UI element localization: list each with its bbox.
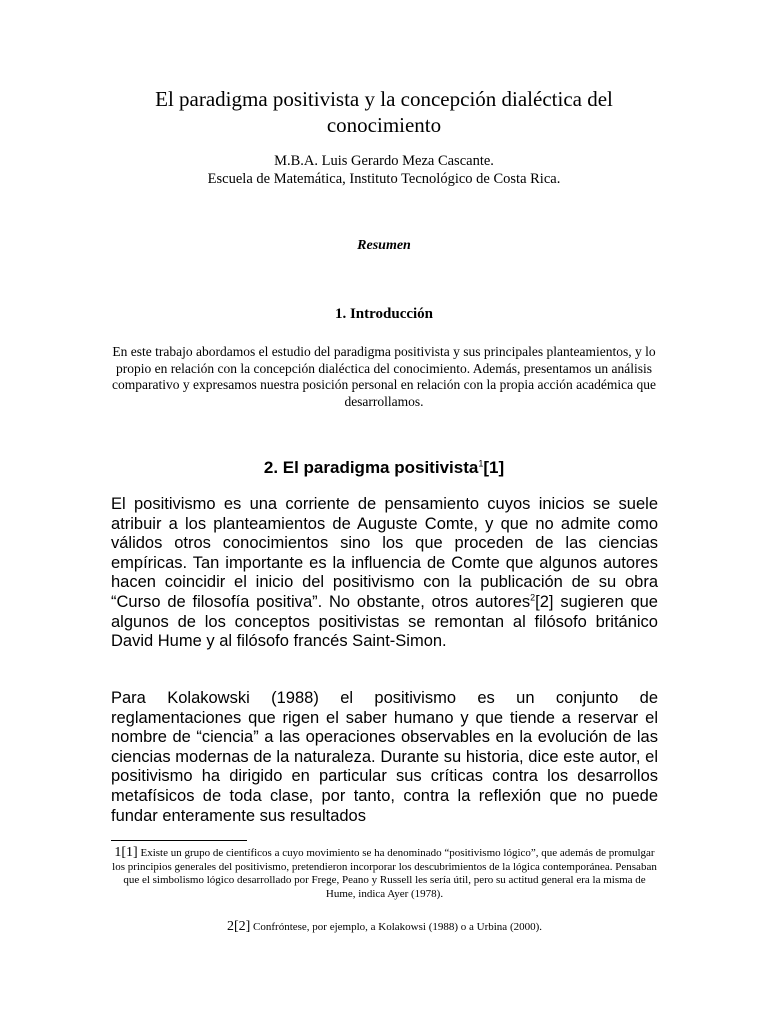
intro-heading: 1. Introducción: [334, 306, 434, 322]
section2-heading-text: 2. El paradigma positivista: [263, 458, 479, 477]
footnote-2: [111, 920, 658, 934]
footnote-1-text: Existe un grupo de científicos a cuyo movimiento se ha denominado “positivismo lógico”, que además de promulgar los principios generales del positivismo, pretendieron incorporar los descubrimientos de la lógica contemporánea. Pensaban que el simbolismo lógico desarrollado por Frege, Peano y Russell les sería útil, pero su actitud general era la misma de Hume, indica Ayer (1978).: [112, 847, 657, 900]
footnote-2-text: Confróntese, por ejemplo, a Kolakowsi (1988) o a Urbina (2000).: [250, 921, 543, 933]
footnote-1-ref[interactable]: [1]: [121, 845, 138, 860]
footnote-separator: [111, 840, 247, 841]
abstract-heading: Resumen: [357, 238, 411, 253]
section2-heading: [100, 458, 668, 478]
section2-paragraph-2: Para Kolakowski (1988) el positivismo es un conjunto de reglamentaciones que rigen el saber humano y que tiende a reservar el nombre de “ciencia” a las operaciones observables en la evolución de las ciencias modernas de la naturaleza. Durante su historia, dice este autor, el positivismo ha dirigido en particular sus críticas contra los desarrollos metafísicos de toda clase, por tanto, contra la reflexión que no puede fundar enteramente sus resultados: [111, 689, 658, 825]
footnote-mark-1[interactable]: 1: [478, 458, 484, 469]
footnote-2-ref[interactable]: [2]: [233, 919, 251, 934]
footnote-1: [111, 846, 658, 901]
footnote-ref-2[interactable]: [2]: [535, 592, 554, 611]
paragraph-1-text-b: sugieren que algunos de los conceptos positivistas se remontan al filósofo británico David Hume y al filósofo francés Saint-Simon.: [111, 592, 658, 651]
intro-paragraph: En este trabajo abordamos el estudio del paradigma positivista y sus principales planteamientos, y lo propio en relación con la concepción dialéctica del conocimiento. Además, presentamos un análisis comparativo y expresamos nuestra posición personal en relación con la propia acción académica que desarrollamos.: [112, 344, 656, 409]
author-affiliation: Escuela de Matemática, Instituto Tecnológico de Costa Rica.: [207, 171, 561, 187]
footnote-mark-2[interactable]: 2: [530, 592, 536, 603]
paragraph-1-text-a: El positivismo es una corriente de pensamiento cuyos inicios se suele atribuir a los planteamientos de Auguste Comte, y que no admite como válidos otros conocimientos sino los que proceden de las ciencias empíricas. Tan importante es la influencia de Comte que algunos autores hacen coincidir el inicio del positivismo con la publicación de su obra “Curso de filosofía positiva”. No obstante, otros autores: [111, 495, 658, 611]
footnote-ref-1[interactable]: [1]: [483, 458, 505, 477]
author-block: [100, 152, 668, 188]
author-name: M.B.A. Luis Gerardo Meza Cascante.: [274, 153, 494, 169]
footnote-2-mark: 2: [226, 919, 234, 934]
section2-paragraph-1: [111, 495, 658, 652]
footnote-1-mark: 1: [114, 845, 122, 860]
document-title: El paradigma positivista y la concepción dialéctica del conocimiento: [155, 87, 613, 137]
